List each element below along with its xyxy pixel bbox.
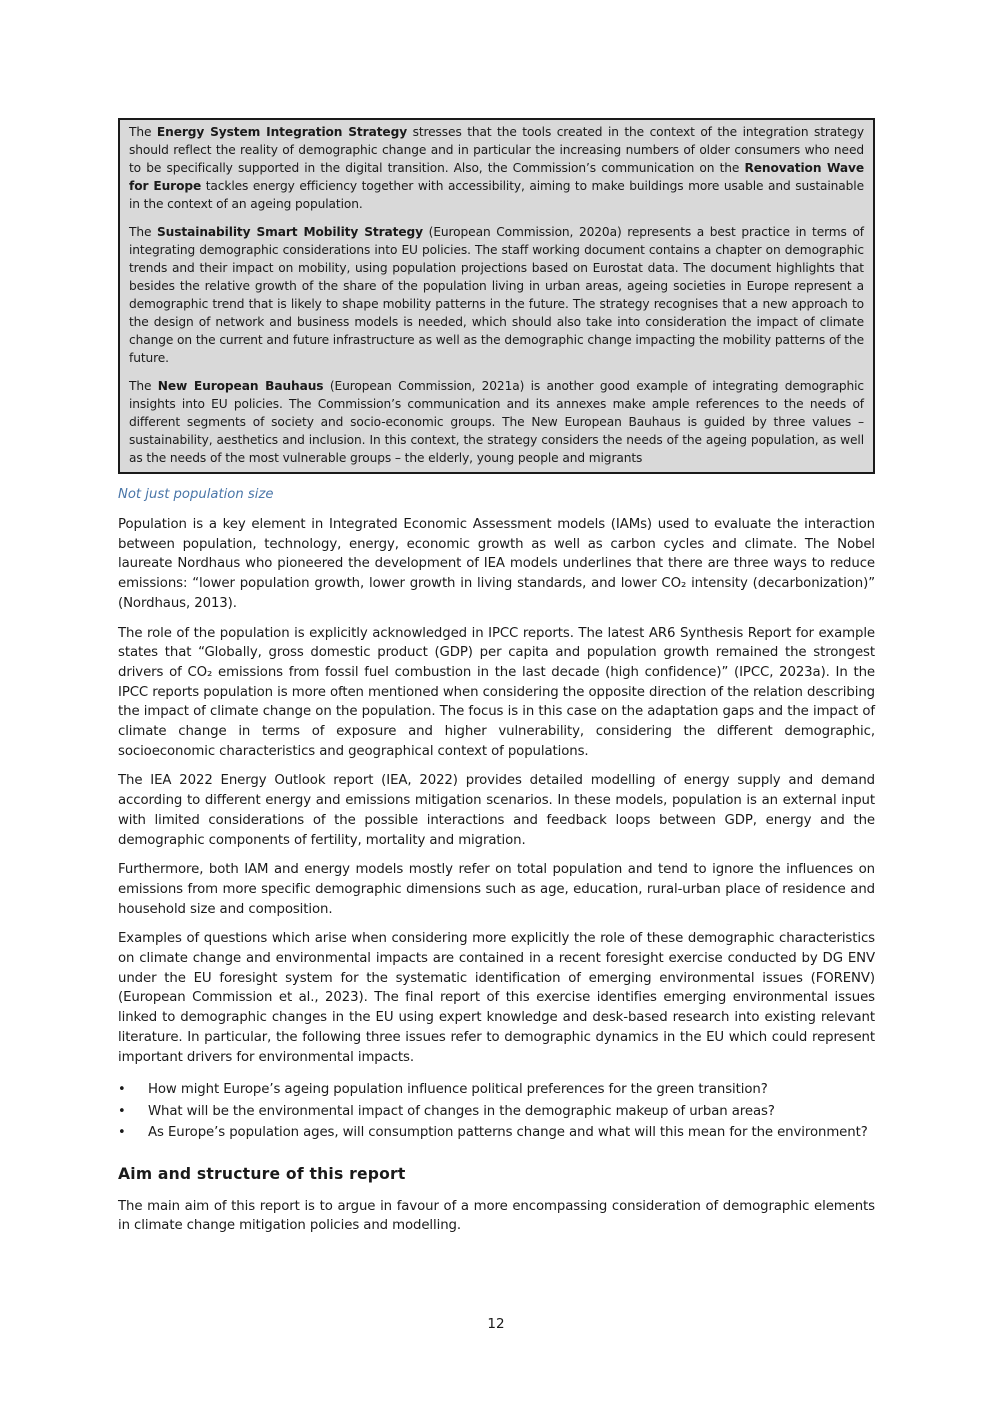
body-text bbox=[118, 515, 875, 1067]
text-span: tackles energy efficiency together with accessibility, aiming to make buildings more usable and sustainable in the context of an ageing population. bbox=[129, 179, 864, 211]
bullet-icon: • bbox=[118, 1103, 126, 1119]
bullet-icon: • bbox=[118, 1125, 126, 1141]
bullet-icon: • bbox=[118, 1082, 126, 1098]
bold-term: Renovation Wave for Europe bbox=[129, 161, 864, 193]
text-span: The bbox=[129, 379, 158, 393]
text-span: (European Commission, 2021a) is another good example of integrating demographic insights into EU policies. The Commission’s communication and its annexes make ample references to the needs of different segments of society and socio-economic groups. The New European Bauhaus is guided by three values – sustainability, aesthetics and inclusion. In this context, the strategy considers the needs of the ageing population, as well as the needs of the most vulnerable groups – the elderly, young people and migrants bbox=[129, 379, 864, 465]
list-item bbox=[118, 1080, 875, 1101]
bold-term: New European Bauhaus bbox=[157, 379, 324, 393]
paragraph: Examples of questions which arise when considering more explicitly the role of these demographic characteristics on climate change and environmental impacts are contained in a recent foresight exercise conducted by DG ENV under the EU foresight system for the systematic identification of emerging environmental issues (FORENV) (European Commission et al., 2023). The final report of this exercise identifies emerging environmental issues linked to demographic changes in the EU using expert knowledge and desk-based research into existing relevant literature. In particular, the following three issues refer to demographic dynamics in the EU which could represent important drivers for environmental impacts. bbox=[118, 931, 875, 1065]
bold-term: Energy System Integration Strategy bbox=[156, 125, 408, 139]
box-paragraph-energy-system bbox=[129, 123, 864, 213]
page-number: 12 bbox=[487, 1316, 505, 1332]
paragraph: The main aim of this report is to argue in favour of a more encompassing consideration of demographic elements in climate change mitigation policies and modelling. bbox=[118, 1198, 875, 1234]
paragraph: The role of the population is explicitly acknowledged in IPCC reports. The latest AR6 Synthesis Report for example states that “Globally, gross domestic product (GDP) per capita and population growth remained the strongest drivers of CO₂ emissions from fossil fuel combustion in the last decade (high confidence)” (IPCC, 2023a). In the IPCC reports population is more often mentioned when considering the opposite direction of the relation describing the impact of climate change on the population. The focus is in this case on the adaptation gaps and the impact of climate change in terms of exposure and higher vulnerability, considering the different demographic, socioeconomic characteristics and geographical context of populations. bbox=[118, 625, 875, 759]
page-content bbox=[118, 118, 875, 1246]
text-span: The bbox=[129, 225, 157, 239]
box-paragraph-bauhaus bbox=[129, 377, 864, 467]
list-item-text: What will be the environmental impact of changes in the demographic makeup of urban areas? bbox=[148, 1103, 775, 1119]
list-item-text: How might Europe’s ageing population influence political preferences for the green transition? bbox=[148, 1082, 768, 1098]
section-heading: Aim and structure of this report bbox=[118, 1164, 406, 1183]
policy-examples-box bbox=[118, 118, 875, 474]
bold-term: Sustainability Smart Mobility Strategy bbox=[157, 225, 424, 239]
text-span: The bbox=[129, 125, 157, 139]
list-item bbox=[118, 1102, 875, 1123]
paragraph: Furthermore, both IAM and energy models mostly refer on total population and tend to ignore the influences on emissions from more specific demographic dimensions such as age, education, rural-urban place of residence and household size and composition. bbox=[118, 862, 875, 917]
box-paragraph-mobility bbox=[129, 223, 864, 367]
text-span: stresses that the tools created in the context of the integration strategy should reflect the reality of demographic change and in particular the increasing numbers of older consumers who need to be specifically supported in the digital transition. Also, the Commission’s communication on the bbox=[129, 125, 864, 175]
list-item bbox=[118, 1123, 875, 1144]
paragraph: Population is a key element in Integrated Economic Assessment models (IAMs) used to evaluate the interaction between population, technology, energy, economic growth as well as carbon cycles and climate. The Nobel laureate Nordhaus who pioneered the development of IEA models underlines that there are three ways to reduce emissions: “lower population growth, lower growth in living standards, and lower CO₂ intensity (decarbonization)” (Nordhaus, 2013). bbox=[118, 517, 875, 611]
closing-text bbox=[118, 1197, 875, 1236]
paragraph: The IEA 2022 Energy Outlook report (IEA, 2022) provides detailed modelling of energy supply and demand according to different energy and emissions mitigation scenarios. In these models, population is an external input with limited considerations of the possible interactions and feedback loops between GDP, energy and the demographic components of fertility, mortality and migration. bbox=[118, 773, 875, 848]
list-item-text: As Europe’s population ages, will consumption patterns change and what will this mean for the environment? bbox=[148, 1125, 868, 1141]
text-span: (European Commission, 2020a) represents a best practice in terms of integrating demographic considerations into EU policies. The staff working document contains a chapter on demographic trends and their impact on mobility, using population projections based on Eurostat data. The document highlights that besides the relative growth of the share of the population living in urban areas, ageing societies in Europe represent a demographic trend that is likely to shape mobility patterns in the future. The strategy recognises that a new approach to the design of network and business models is needed, which should also take into consideration the impact of climate change on the current and future infrastructure as well as the demographic change impacting the mobility patterns of the future. bbox=[129, 225, 864, 365]
subheading: Not just population size bbox=[118, 487, 274, 502]
question-list bbox=[118, 1080, 875, 1144]
